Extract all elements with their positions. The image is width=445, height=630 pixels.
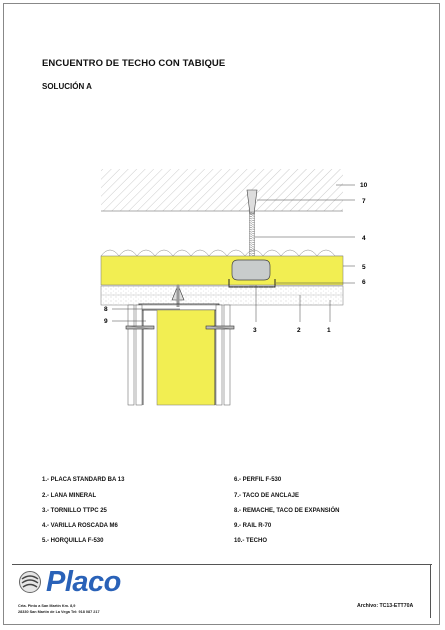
brand-logo-text: Placo <box>46 566 121 598</box>
footer-right-border <box>430 564 431 618</box>
callout-6: 6 <box>362 279 366 286</box>
page-subtitle: SOLUCIÓN A <box>42 82 92 91</box>
callout-5: 5 <box>362 264 366 271</box>
mineral-wool-layer <box>101 256 343 285</box>
plasterboard-ceiling <box>101 286 343 305</box>
legend-item-6: 6.- PERFIL F-530 <box>234 477 282 483</box>
callout-2: 2 <box>297 327 301 334</box>
wall-wool <box>157 310 215 405</box>
callout-3: 3 <box>253 327 257 334</box>
address-line-1: Crta. Pinto a San Martín Km. 8,9 <box>18 604 76 608</box>
legend-item-4: 4.- VARILLA ROSCADA M6 <box>42 523 118 529</box>
profile-f530 <box>232 260 270 280</box>
archive-reference: Archivo: TC13-ETT70A <box>357 603 414 609</box>
page-title: ENCUENTRO DE TECHO CON TABIQUE <box>42 58 226 69</box>
legend-item-9: 9.- RAIL R-70 <box>234 523 272 529</box>
screw-right <box>206 326 234 329</box>
wool-blanket-top <box>101 250 343 256</box>
callout-1: 1 <box>327 327 331 334</box>
callout-7: 7 <box>362 198 366 205</box>
callout-10: 10 <box>360 182 368 189</box>
wall-board-left-outer <box>128 305 134 405</box>
legend-item-1: 1.- PLACA STANDARD BA 13 <box>42 477 125 483</box>
callout-9: 9 <box>104 318 108 325</box>
screw-left <box>126 326 154 329</box>
legend-item-7: 7.- TACO DE ANCLAJE <box>234 493 300 499</box>
legend-item-3: 3.- TORNILLO TTPC 25 <box>42 508 107 514</box>
legend-item-5: 5.- HORQUILLA F-530 <box>42 538 104 544</box>
footer-divider <box>12 564 432 565</box>
wall-board-left-inner <box>136 305 142 405</box>
wall-board-right-outer <box>224 305 230 405</box>
ceiling-slab <box>101 169 343 211</box>
legend-item-8: 8.- REMACHE, TACO DE EXPANSIÓN <box>234 508 340 514</box>
address-line-2: 28330 San Martín de La Vega Tel: 918 087 217 <box>18 610 100 614</box>
callout-8: 8 <box>104 306 108 313</box>
placo-logo-icon <box>18 570 42 594</box>
legend-item-10: 10.- TECHO <box>234 538 268 544</box>
legend-item-2: 2.- LANA MINERAL <box>42 493 97 499</box>
wall-board-right-inner <box>216 305 222 405</box>
callout-4: 4 <box>362 235 366 242</box>
